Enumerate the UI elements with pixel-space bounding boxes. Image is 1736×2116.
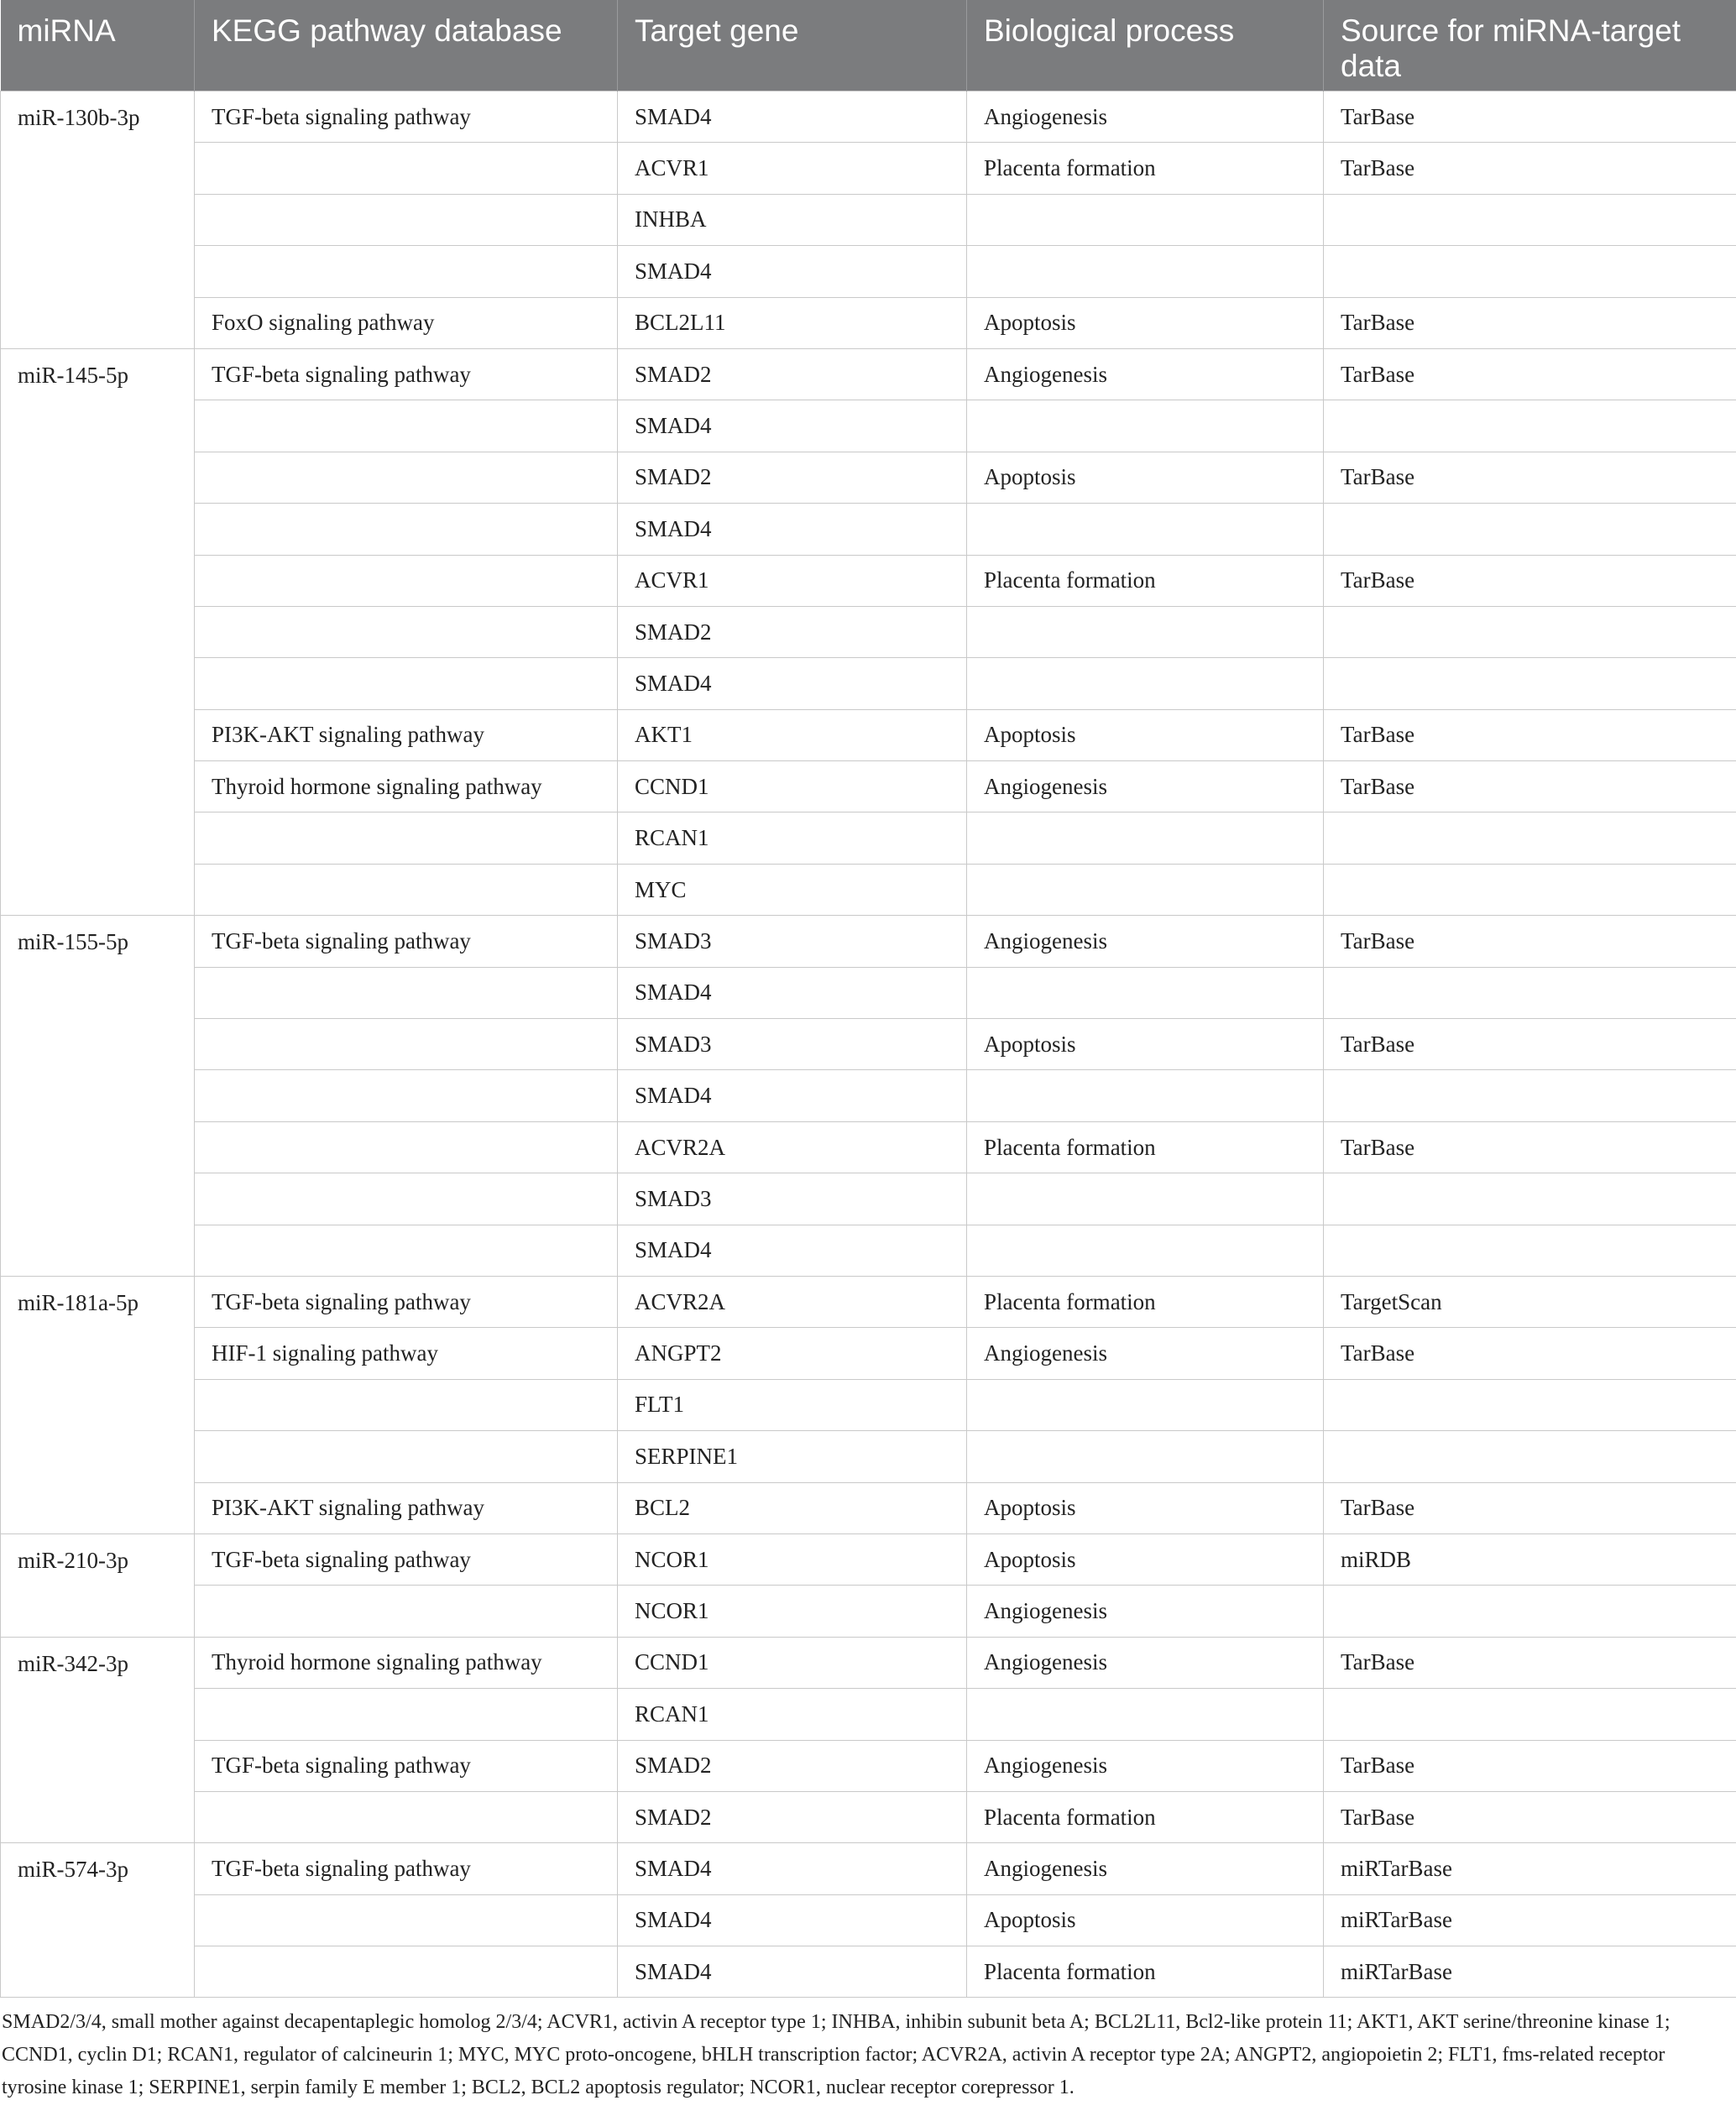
kegg-pathway-cell — [195, 1070, 618, 1121]
table-row — [1, 297, 1736, 348]
biological-process-cell — [967, 194, 1324, 245]
target-gene-cell: SMAD4 — [618, 658, 967, 709]
biological-process-cell — [967, 246, 1324, 297]
biological-process-cell — [967, 1225, 1324, 1276]
source-cell — [1324, 1689, 1736, 1740]
source-cell: TarBase — [1324, 348, 1736, 400]
kegg-pathway-cell: TGF-beta signaling pathway — [195, 1740, 618, 1791]
table-row — [1, 864, 1736, 915]
target-gene-cell: FLT1 — [618, 1379, 967, 1430]
biological-process-cell — [967, 1070, 1324, 1121]
source-cell: TarBase — [1324, 1121, 1736, 1173]
mirna-cell: miR-181a-5p — [1, 1276, 195, 1533]
biological-process-cell: Apoptosis — [967, 709, 1324, 760]
source-cell: TarBase — [1324, 452, 1736, 503]
source-cell: TarBase — [1324, 1740, 1736, 1791]
table-row — [1, 1173, 1736, 1225]
biological-process-cell: Apoptosis — [967, 1894, 1324, 1946]
kegg-pathway-cell: TGF-beta signaling pathway — [195, 91, 618, 143]
biological-process-cell: Angiogenesis — [967, 1740, 1324, 1791]
mirna-cell: miR-574-3p — [1, 1843, 195, 1998]
target-gene-cell: MYC — [618, 864, 967, 915]
table-row — [1, 400, 1736, 452]
target-gene-cell: ACVR2A — [618, 1121, 967, 1173]
target-gene-cell: INHBA — [618, 194, 967, 245]
biological-process-cell: Placenta formation — [967, 1946, 1324, 1998]
table-row — [1, 1070, 1736, 1121]
target-gene-cell: SMAD4 — [618, 1070, 967, 1121]
kegg-pathway-cell — [195, 1379, 618, 1430]
kegg-pathway-cell — [195, 1173, 618, 1225]
biological-process-cell: Placenta formation — [967, 143, 1324, 194]
table-row — [1, 1843, 1736, 1894]
table-row — [1, 1482, 1736, 1533]
kegg-pathway-cell — [195, 143, 618, 194]
biological-process-cell — [967, 606, 1324, 657]
source-cell — [1324, 1586, 1736, 1637]
target-gene-cell: AKT1 — [618, 709, 967, 760]
target-gene-cell: SMAD3 — [618, 1173, 967, 1225]
target-gene-cell: SMAD3 — [618, 1019, 967, 1070]
table-row — [1, 916, 1736, 967]
kegg-pathway-cell — [195, 864, 618, 915]
kegg-pathway-cell — [195, 194, 618, 245]
kegg-pathway-cell — [195, 452, 618, 503]
kegg-pathway-cell: TGF-beta signaling pathway — [195, 1276, 618, 1327]
source-cell — [1324, 967, 1736, 1018]
target-gene-cell: SMAD2 — [618, 348, 967, 400]
source-cell — [1324, 658, 1736, 709]
table-row — [1, 1431, 1736, 1482]
source-cell: TarBase — [1324, 916, 1736, 967]
header-mirna: miRNA — [1, 0, 195, 91]
table-row — [1, 1791, 1736, 1842]
target-gene-cell: SMAD4 — [618, 400, 967, 452]
biological-process-cell: Apoptosis — [967, 1533, 1324, 1585]
source-cell — [1324, 864, 1736, 915]
table-row — [1, 1894, 1736, 1946]
kegg-pathway-cell: TGF-beta signaling pathway — [195, 1533, 618, 1585]
table-row — [1, 606, 1736, 657]
biological-process-cell — [967, 658, 1324, 709]
table-row — [1, 658, 1736, 709]
source-cell: TarBase — [1324, 297, 1736, 348]
table-row — [1, 348, 1736, 400]
target-gene-cell: SMAD4 — [618, 1225, 967, 1276]
source-cell: miRTarBase — [1324, 1843, 1736, 1894]
source-cell: TarBase — [1324, 1019, 1736, 1070]
table-footnote: SMAD2/3/4, small mother against decapentaplegic homolog 2/3/4; ACVR1, activin A receptor type 1; INHBA, inhibin subunit beta A; BCL2L11, Bcl2-like protein 11; AKT1, AKT serine/threonine kinase 1; CCND1, cyclin D1; RCAN1, regulator of calcineurin 1; MYC, MYC proto-oncogene, bHLH transcription factor; ACVR2A, activin A receptor type 2A; ANGPT2, angiopoietin 2; FLT1, fms-related receptor tyrosine kinase 1; SERPINE1, serpin family E member 1; BCL2, BCL2 apoptosis regulator; NCOR1, nuclear receptor corepressor 1. — [2, 2011, 1671, 2099]
table-row — [1, 452, 1736, 503]
biological-process-cell — [967, 1431, 1324, 1482]
biological-process-cell — [967, 812, 1324, 864]
biological-process-cell — [967, 1379, 1324, 1430]
kegg-pathway-cell: FoxO signaling pathway — [195, 297, 618, 348]
target-gene-cell: ACVR1 — [618, 555, 967, 606]
target-gene-cell: SMAD4 — [618, 1946, 967, 1998]
mirna-cell: miR-130b-3p — [1, 91, 195, 349]
target-gene-cell: SMAD2 — [618, 1740, 967, 1791]
biological-process-cell — [967, 1173, 1324, 1225]
kegg-pathway-cell — [195, 1019, 618, 1070]
target-gene-cell: ACVR2A — [618, 1276, 967, 1327]
target-gene-cell: NCOR1 — [618, 1533, 967, 1585]
target-gene-cell: ACVR1 — [618, 143, 967, 194]
source-cell: TarBase — [1324, 761, 1736, 812]
table-row — [1, 1637, 1736, 1688]
header-target-gene: Target gene — [618, 0, 967, 91]
biological-process-cell: Placenta formation — [967, 555, 1324, 606]
biological-process-cell: Angiogenesis — [967, 916, 1324, 967]
header-source: Source for miRNA-target data — [1324, 0, 1736, 91]
table-row — [1, 1121, 1736, 1173]
source-cell: TargetScan — [1324, 1276, 1736, 1327]
source-cell — [1324, 1225, 1736, 1276]
kegg-pathway-cell — [195, 967, 618, 1018]
kegg-pathway-cell: PI3K-AKT signaling pathway — [195, 709, 618, 760]
source-cell: TarBase — [1324, 1637, 1736, 1688]
target-gene-cell: SMAD4 — [618, 967, 967, 1018]
kegg-pathway-cell — [195, 246, 618, 297]
kegg-pathway-cell — [195, 400, 618, 452]
source-cell — [1324, 1379, 1736, 1430]
biological-process-cell: Placenta formation — [967, 1791, 1324, 1842]
table-header — [1, 0, 1736, 91]
table-row — [1, 143, 1736, 194]
target-gene-cell: NCOR1 — [618, 1586, 967, 1637]
kegg-pathway-cell: Thyroid hormone signaling pathway — [195, 1637, 618, 1688]
kegg-pathway-cell — [195, 1225, 618, 1276]
target-gene-cell: SMAD2 — [618, 452, 967, 503]
biological-process-cell: Angiogenesis — [967, 761, 1324, 812]
biological-process-cell: Angiogenesis — [967, 1328, 1324, 1379]
biological-process-cell: Apoptosis — [967, 297, 1324, 348]
source-cell: miRTarBase — [1324, 1946, 1736, 1998]
source-cell: TarBase — [1324, 1791, 1736, 1842]
biological-process-cell: Placenta formation — [967, 1276, 1324, 1327]
source-cell: miRTarBase — [1324, 1894, 1736, 1946]
kegg-pathway-cell — [195, 1894, 618, 1946]
biological-process-cell: Apoptosis — [967, 452, 1324, 503]
table-row — [1, 761, 1736, 812]
target-gene-cell: SMAD4 — [618, 246, 967, 297]
source-cell — [1324, 1070, 1736, 1121]
mirna-cell: miR-155-5p — [1, 916, 195, 1277]
target-gene-cell: SERPINE1 — [618, 1431, 967, 1482]
kegg-pathway-cell: TGF-beta signaling pathway — [195, 1843, 618, 1894]
target-gene-cell: SMAD4 — [618, 504, 967, 555]
source-cell — [1324, 194, 1736, 245]
kegg-pathway-cell: TGF-beta signaling pathway — [195, 916, 618, 967]
mirna-cell: miR-210-3p — [1, 1533, 195, 1637]
target-gene-cell: CCND1 — [618, 761, 967, 812]
biological-process-cell — [967, 1689, 1324, 1740]
target-gene-cell: ANGPT2 — [618, 1328, 967, 1379]
target-gene-cell: BCL2 — [618, 1482, 967, 1533]
kegg-pathway-cell — [195, 1431, 618, 1482]
table-row — [1, 91, 1736, 143]
kegg-pathway-cell — [195, 658, 618, 709]
kegg-pathway-cell — [195, 1791, 618, 1842]
header-biological-process: Biological process — [967, 0, 1324, 91]
biological-process-cell: Angiogenesis — [967, 1586, 1324, 1637]
table-row — [1, 1379, 1736, 1430]
kegg-pathway-cell — [195, 1689, 618, 1740]
source-cell — [1324, 504, 1736, 555]
source-cell: TarBase — [1324, 1482, 1736, 1533]
table-row — [1, 194, 1736, 245]
table-row — [1, 1328, 1736, 1379]
target-gene-cell: SMAD3 — [618, 916, 967, 967]
target-gene-cell: SMAD2 — [618, 606, 967, 657]
source-cell — [1324, 400, 1736, 452]
table-body — [1, 91, 1736, 1998]
biological-process-cell: Placenta formation — [967, 1121, 1324, 1173]
table-row — [1, 1689, 1736, 1740]
biological-process-cell: Angiogenesis — [967, 1637, 1324, 1688]
biological-process-cell — [967, 967, 1324, 1018]
source-cell: TarBase — [1324, 709, 1736, 760]
kegg-pathway-cell: Thyroid hormone signaling pathway — [195, 761, 618, 812]
table-row — [1, 246, 1736, 297]
kegg-pathway-cell: TGF-beta signaling pathway — [195, 348, 618, 400]
table-row — [1, 1946, 1736, 1998]
source-cell — [1324, 812, 1736, 864]
source-cell: TarBase — [1324, 555, 1736, 606]
mirna-cell: miR-145-5p — [1, 348, 195, 915]
header-kegg-pathway: KEGG pathway database — [195, 0, 618, 91]
biological-process-cell: Angiogenesis — [967, 348, 1324, 400]
source-cell — [1324, 246, 1736, 297]
biological-process-cell: Angiogenesis — [967, 1843, 1324, 1894]
source-cell: miRDB — [1324, 1533, 1736, 1585]
biological-process-cell — [967, 400, 1324, 452]
table-row — [1, 967, 1736, 1018]
kegg-pathway-cell — [195, 555, 618, 606]
biological-process-cell — [967, 864, 1324, 915]
table-row — [1, 812, 1736, 864]
header-row — [1, 0, 1736, 91]
biological-process-cell: Apoptosis — [967, 1019, 1324, 1070]
source-cell — [1324, 1431, 1736, 1482]
table-row — [1, 1740, 1736, 1791]
target-gene-cell: SMAD4 — [618, 1894, 967, 1946]
kegg-pathway-cell — [195, 504, 618, 555]
source-cell: TarBase — [1324, 91, 1736, 143]
source-cell: TarBase — [1324, 1328, 1736, 1379]
kegg-pathway-cell: HIF-1 signaling pathway — [195, 1328, 618, 1379]
table-row — [1, 1586, 1736, 1637]
biological-process-cell: Apoptosis — [967, 1482, 1324, 1533]
table-row — [1, 1019, 1736, 1070]
target-gene-cell: RCAN1 — [618, 1689, 967, 1740]
target-gene-cell: RCAN1 — [618, 812, 967, 864]
target-gene-cell: SMAD2 — [618, 1791, 967, 1842]
table-row — [1, 1533, 1736, 1585]
kegg-pathway-cell — [195, 1121, 618, 1173]
kegg-pathway-cell — [195, 1586, 618, 1637]
source-cell — [1324, 1173, 1736, 1225]
kegg-pathway-cell — [195, 606, 618, 657]
table-row — [1, 1276, 1736, 1327]
table-row — [1, 709, 1736, 760]
table-row — [1, 1225, 1736, 1276]
table-row — [1, 504, 1736, 555]
kegg-pathway-cell — [195, 1946, 618, 1998]
target-gene-cell: CCND1 — [618, 1637, 967, 1688]
biological-process-cell: Angiogenesis — [967, 91, 1324, 143]
source-cell: TarBase — [1324, 143, 1736, 194]
source-cell — [1324, 606, 1736, 657]
table-row — [1, 555, 1736, 606]
biological-process-cell — [967, 504, 1324, 555]
kegg-pathway-cell — [195, 812, 618, 864]
kegg-pathway-cell: PI3K-AKT signaling pathway — [195, 1482, 618, 1533]
target-gene-cell: SMAD4 — [618, 91, 967, 143]
target-gene-cell: SMAD4 — [618, 1843, 967, 1894]
target-gene-cell: BCL2L11 — [618, 297, 967, 348]
mirna-cell: miR-342-3p — [1, 1637, 195, 1843]
